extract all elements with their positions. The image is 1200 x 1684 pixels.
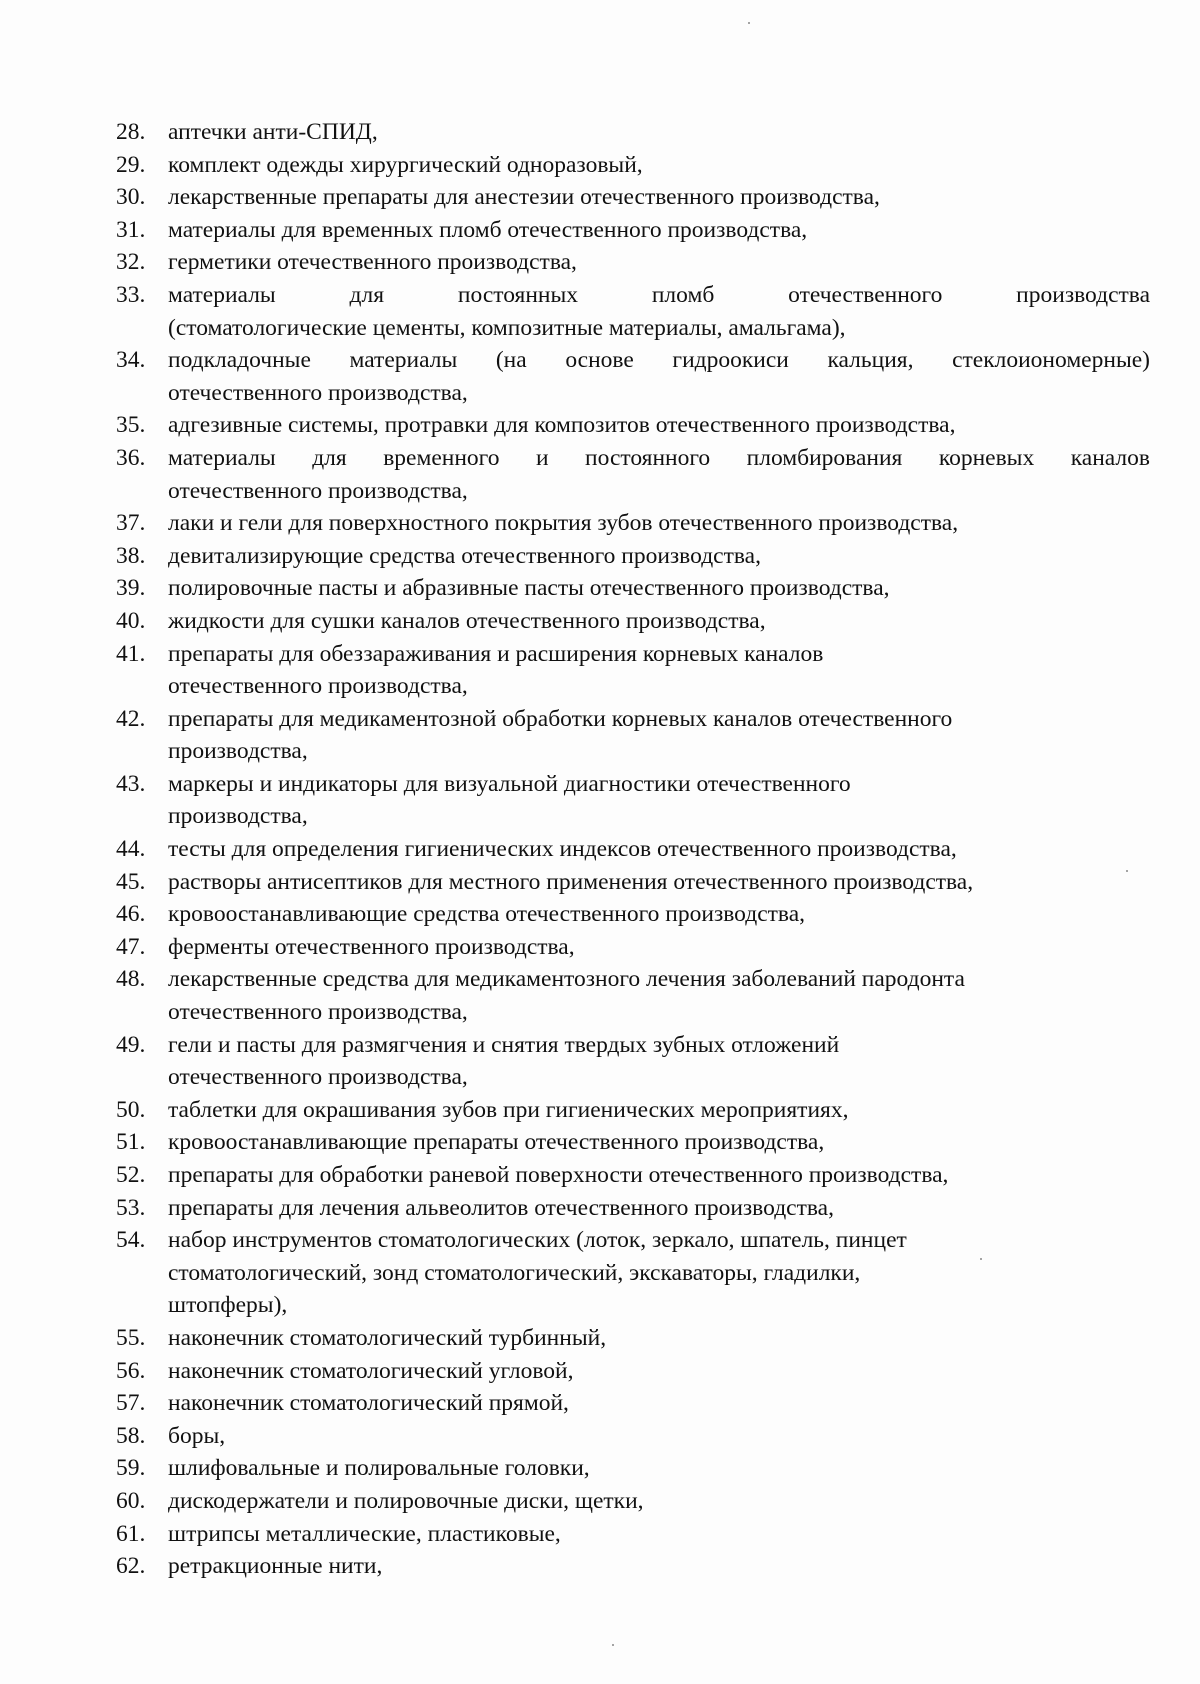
item-number: 36. — [116, 444, 146, 471]
item-number: 59. — [116, 1455, 146, 1482]
item-text-line: таблетки для окрашивания зубов при гигиенических мероприятиях, — [168, 1096, 849, 1123]
list-item — [116, 442, 1150, 507]
list-item — [116, 638, 1150, 703]
list-item — [116, 833, 1150, 866]
list-item — [116, 866, 1150, 899]
item-text — [168, 1029, 1150, 1094]
list-item — [116, 214, 1150, 247]
item-text-line: отечественного производства, — [168, 999, 468, 1026]
item-text — [168, 214, 1150, 247]
list-item — [116, 507, 1150, 540]
item-text-line: дискодержатели и полировочные диски, щетки, — [168, 1487, 644, 1514]
item-text-line: лекарственные средства для медикаментозного лечения заболеваний пародонта — [168, 966, 965, 993]
list-item — [116, 1094, 1150, 1127]
item-text — [168, 833, 1150, 866]
item-text-line: наконечник стоматологический турбинный, — [168, 1324, 607, 1351]
item-text — [168, 279, 1150, 344]
list-item — [116, 963, 1150, 1028]
list-item — [116, 1322, 1150, 1355]
item-number: 60. — [116, 1487, 146, 1514]
list-item — [116, 1518, 1150, 1551]
item-text-line: ферменты отечественного производства, — [168, 933, 575, 960]
item-text-line: гели и пасты для размягчения и снятия твердых зубных отложений — [168, 1031, 840, 1058]
item-text-line: штопферы), — [168, 1292, 288, 1319]
item-text-line: отечественного производства, — [168, 1064, 468, 1091]
item-number: 50. — [116, 1096, 146, 1123]
item-text-line: производства, — [168, 803, 308, 830]
list-item — [116, 1550, 1150, 1583]
item-text-line: шлифовальные и полировальные головки, — [168, 1455, 590, 1482]
item-number: 49. — [116, 1031, 146, 1058]
item-text — [168, 1550, 1150, 1583]
item-number: 51. — [116, 1129, 146, 1156]
item-text — [168, 963, 1150, 1028]
item-text — [168, 572, 1150, 605]
scan-speck — [612, 1644, 614, 1646]
item-text — [168, 1452, 1150, 1485]
item-number: 34. — [116, 347, 146, 374]
item-text — [168, 931, 1150, 964]
list-item — [116, 540, 1150, 573]
item-text — [168, 1224, 1150, 1322]
item-text-line: девитализирующие средства отечественного производства, — [168, 542, 761, 569]
item-text — [168, 409, 1150, 442]
item-text-line: препараты для медикаментозной обработки корневых каналов отечественного — [168, 705, 953, 732]
item-number: 42. — [116, 705, 146, 732]
item-text — [168, 1159, 1150, 1192]
item-number: 46. — [116, 901, 146, 928]
list-item — [116, 1029, 1150, 1094]
item-number: 28. — [116, 119, 146, 145]
item-text-line: производства, — [168, 738, 308, 765]
item-text-line: стоматологический, зонд стоматологический, экскаваторы, гладилки, — [168, 1259, 861, 1286]
list-item — [116, 149, 1150, 182]
item-text-line: герметики отечественного производства, — [168, 249, 577, 276]
item-number: 55. — [116, 1324, 146, 1351]
item-text-line: отечественного производства, — [168, 379, 468, 406]
list-item — [116, 181, 1150, 214]
item-text-line: отечественного производства, — [168, 477, 468, 504]
list-item — [116, 1192, 1150, 1225]
item-text — [168, 1355, 1150, 1388]
item-text-line: комплект одежды хирургический одноразовый, — [168, 151, 643, 178]
item-text-line: (стоматологические цементы, композитные материалы, амальгама), — [168, 314, 846, 341]
list-item — [116, 1224, 1150, 1322]
item-text — [168, 181, 1150, 214]
item-text — [168, 1420, 1150, 1453]
item-text — [168, 703, 1150, 768]
item-number: 38. — [116, 542, 146, 569]
item-text-line: материалы для постоянных пломб отечественного производства — [168, 281, 1150, 308]
scan-speck — [748, 22, 750, 24]
item-text — [168, 1387, 1150, 1420]
numbered-list — [116, 116, 1150, 1583]
item-number: 30. — [116, 184, 146, 211]
item-text-line: аптечки анти-СПИД, — [168, 119, 378, 145]
item-text-line: материалы для временного и постоянного пломбирования корневых каналов — [168, 444, 1150, 471]
item-text — [168, 1322, 1150, 1355]
item-number: 52. — [116, 1162, 146, 1188]
item-number: 39. — [116, 575, 146, 602]
item-text — [168, 605, 1150, 638]
item-number: 35. — [116, 412, 146, 439]
list-item — [116, 1355, 1150, 1388]
item-number: 54. — [116, 1227, 146, 1254]
item-text-line: адгезивные системы, протравки для композитов отечественного производства, — [168, 412, 956, 439]
item-number: 53. — [116, 1194, 146, 1221]
item-number: 44. — [116, 836, 146, 863]
list-item — [116, 605, 1150, 638]
item-text-line: отечественного производства, — [168, 673, 468, 700]
item-text-line: препараты для лечения альвеолитов отечественного производства, — [168, 1194, 834, 1221]
item-text-line: растворы антисептиков для местного применения отечественного производства, — [168, 868, 974, 895]
item-number: 61. — [116, 1520, 146, 1547]
item-number: 45. — [116, 868, 146, 895]
item-text — [168, 1126, 1150, 1159]
item-text — [168, 768, 1150, 833]
item-text-line: боры, — [168, 1422, 226, 1449]
item-text — [168, 1485, 1150, 1518]
item-text — [168, 866, 1150, 899]
list-item — [116, 344, 1150, 409]
item-text — [168, 1094, 1150, 1127]
item-text-line: кровоостанавливающие средства отечественного производства, — [168, 901, 806, 928]
list-item — [116, 409, 1150, 442]
list-item — [116, 1159, 1150, 1192]
list-item — [116, 898, 1150, 931]
item-number: 47. — [116, 933, 146, 960]
item-text — [168, 1518, 1150, 1551]
item-number: 33. — [116, 281, 146, 308]
item-text — [168, 442, 1150, 507]
item-number: 57. — [116, 1390, 146, 1417]
item-number: 29. — [116, 151, 146, 178]
item-text — [168, 507, 1150, 540]
item-text-line: препараты для обработки раневой поверхности отечественного производства, — [168, 1162, 949, 1188]
item-text-line: ретракционные нити, — [168, 1553, 383, 1580]
list-item — [116, 768, 1150, 833]
item-text-line: маркеры и индикаторы для визуальной диагностики отечественного — [168, 770, 851, 797]
item-text — [168, 149, 1150, 182]
item-number: 37. — [116, 510, 146, 537]
item-number: 31. — [116, 216, 146, 243]
item-text-line: тесты для определения гигиенических индексов отечественного производства, — [168, 836, 957, 863]
item-text — [168, 898, 1150, 931]
list-item — [116, 1126, 1150, 1159]
item-number: 41. — [116, 640, 146, 667]
list-item — [116, 931, 1150, 964]
item-text-line: кровоостанавливающие препараты отечественного производства, — [168, 1129, 825, 1156]
item-text-line: подкладочные материалы (на основе гидроокиси кальция, стеклоиономерные) — [168, 347, 1150, 374]
item-text-line: препараты для обеззараживания и расширения корневых каналов — [168, 640, 824, 667]
item-text-line: лекарственные препараты для анестезии отечественного производства, — [168, 184, 880, 211]
item-text-line: штрипсы металлические, пластиковые, — [168, 1520, 561, 1547]
list-item — [116, 1485, 1150, 1518]
item-number: 56. — [116, 1357, 146, 1384]
item-number: 48. — [116, 966, 146, 993]
list-item — [116, 1420, 1150, 1453]
list-item — [116, 1452, 1150, 1485]
item-text — [168, 540, 1150, 573]
item-text-line: наконечник стоматологический угловой, — [168, 1357, 574, 1384]
item-number: 58. — [116, 1422, 146, 1449]
list-item — [116, 279, 1150, 344]
list-item — [116, 572, 1150, 605]
item-text-line: наконечник стоматологический прямой, — [168, 1390, 569, 1417]
item-text-line: полировочные пасты и абразивные пасты отечественного производства, — [168, 575, 890, 602]
list-item — [116, 116, 1150, 149]
item-text-line: материалы для временных пломб отечественного производства, — [168, 216, 808, 243]
list-item — [116, 246, 1150, 279]
item-text — [168, 246, 1150, 279]
list-item — [116, 703, 1150, 768]
item-text — [168, 116, 1150, 149]
item-text — [168, 638, 1150, 703]
item-text-line: набор инструментов стоматологических (лоток, зеркало, шпатель, пинцет — [168, 1227, 907, 1254]
item-text — [168, 344, 1150, 409]
item-text — [168, 1192, 1150, 1225]
item-number: 62. — [116, 1553, 146, 1580]
item-text-line: жидкости для сушки каналов отечественного производства, — [168, 607, 766, 634]
item-text-line: лаки и гели для поверхностного покрытия зубов отечественного производства, — [168, 510, 959, 537]
item-number: 43. — [116, 770, 146, 797]
list-item — [116, 1387, 1150, 1420]
item-number: 40. — [116, 607, 146, 634]
item-number: 32. — [116, 249, 146, 276]
